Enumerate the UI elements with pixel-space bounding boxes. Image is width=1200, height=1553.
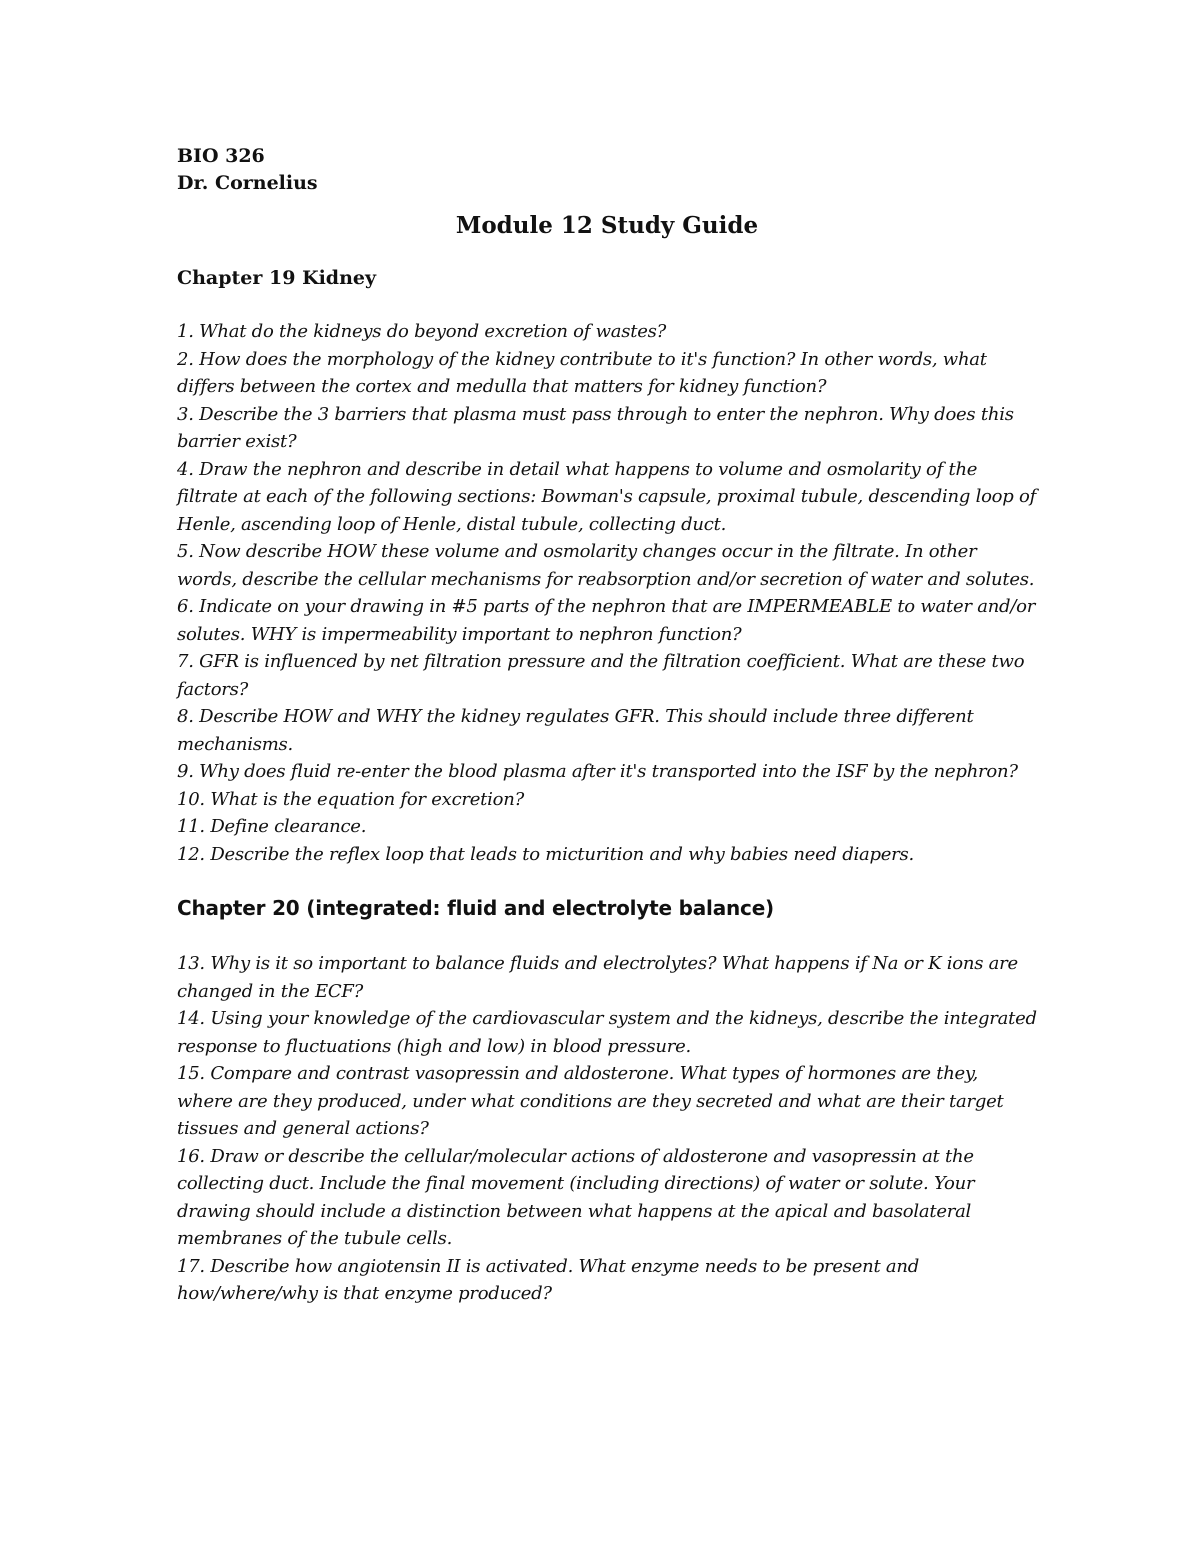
course-code: BIO 326 [177, 145, 265, 167]
question-item-1: 1. What do the kidneys do beyond excretion of wastes? [177, 321, 667, 342]
question-item-4: 4. Draw the nephron and describe in detail what happens to volume and osmolarity of the filtrate at each of the following sections: Bowman's capsule, proximal tubule, descending loop of Henle, ascending loop of Henle, distal tubule, collecting duct. [177, 458, 1037, 535]
chapter-19-question-list [177, 318, 1037, 868]
page-title: Module 12 Study Guide [455, 212, 759, 239]
question-item-9: 9. Why does fluid re-enter the blood plasma after it's transported into the ISF by the nephron? [177, 761, 1018, 782]
chapter-20-heading: Chapter 20 (integrated: fluid and electrolyte balance) [177, 896, 775, 920]
question-item-3: 3. Describe the 3 barriers that plasma must pass through to enter the nephron. Why does this barrier exist? [177, 403, 1014, 452]
instructor-name: Dr. Cornelius [177, 172, 318, 194]
chapter-20-question-list [177, 950, 1037, 1308]
question-item-12: 12. Describe the reflex loop that leads to micturition and why babies need diapers. [177, 843, 914, 865]
question-item-7: 7. GFR is influenced by net filtration pressure and the filtration coefficient. What are these two factors? [177, 651, 1025, 700]
question-item-6: 6. Indicate on your drawing in #5 parts of the nephron that are IMPERMEABLE to water and/or solutes. WHY is impermeability important to nephron function? [177, 596, 1036, 645]
question-item-8: 8. Describe HOW and WHY the kidney regulates GFR. This should include three different mechanisms. [177, 706, 974, 755]
question-item-11: 11. Define clearance. [177, 816, 367, 837]
question-item-5: 5. Now describe HOW these volume and osmolarity changes occur in the filtrate. In other words, describe the cellular mechanisms for reabsorption and/or secretion of water and solutes. [177, 541, 1035, 590]
question-item-14: 14. Using your knowledge of the cardiovascular system and the kidneys, describe the integrated response to fluctuations (high and low) in blood pressure. [177, 1008, 1037, 1057]
question-item-16: 16. Draw or describe the cellular/molecular actions of aldosterone and vasopressin at the collecting duct. Include the final movement (including directions) of water or solute. Your drawing should include a distinction between what happens at the apical and basolateral membranes of the tubule cells. [177, 1145, 975, 1249]
question-item-13: 13. Why is it so important to balance fluids and electrolytes? What happens if Na or K ions are changed in the ECF? [177, 953, 1018, 1002]
question-item-15: 15. Compare and contrast vasopressin and aldosterone. What types of hormones are they, where are they produced, under what conditions are they secreted and what are their target tissues and general actions? [177, 1063, 1004, 1139]
chapter-19-heading: Chapter 19 Kidney [177, 267, 377, 289]
document-content [177, 143, 1037, 1308]
question-item-17: 17. Describe how angiotensin II is activated. What enzyme needs to be present and how/where/why is that enzyme produced? [177, 1255, 920, 1304]
question-item-10: 10. What is the equation for excretion? [177, 788, 524, 810]
question-item-2: 2. How does the morphology of the kidney contribute to it's function? In other words, what differs between the cortex and medulla that matters for kidney function? [177, 348, 987, 397]
